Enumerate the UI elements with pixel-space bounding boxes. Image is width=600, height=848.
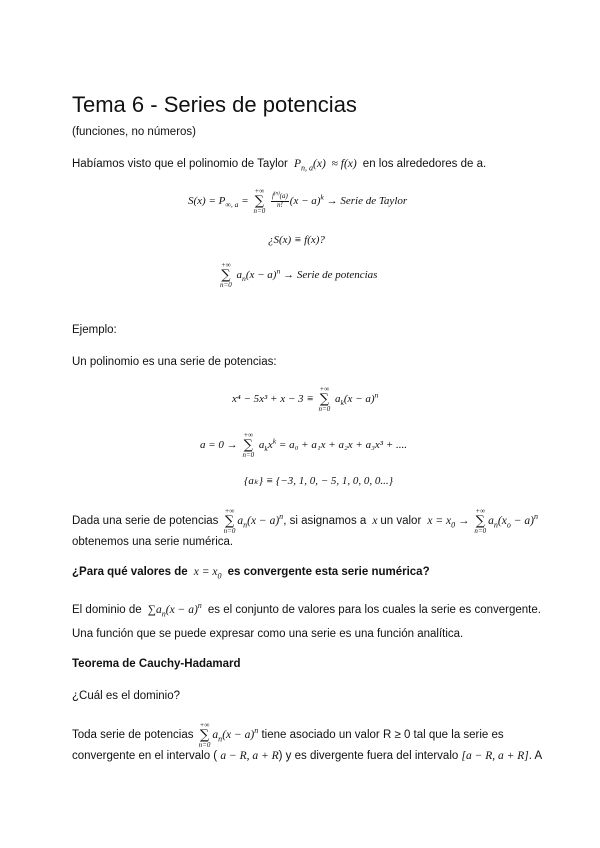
sum-symbol: +∞ ∑ n=0 <box>242 431 255 459</box>
x-variable: x <box>369 515 381 528</box>
taylor-series-label: Serie de Taylor <box>340 195 408 208</box>
toda-line-2 <box>72 750 542 762</box>
taylor-polynomial-formula: $P_{n, a}(x) \approx f(x)$ <box>291 158 360 173</box>
case-a-zero-formula: a = 0 → +∞ ∑ n=0 $a_kx^k = a_0 + a_1x + a_2x + a_3x^3$ + .... <box>200 431 408 459</box>
toda-line2-c: . A <box>528 750 543 762</box>
dada-text-3: un valor <box>380 515 422 528</box>
assignment-formula: $x = x_0$ → +∞ ∑ n=0 $a_n(x_o - a)^n$ <box>424 507 538 535</box>
theorem-heading: Teorema de Cauchy-Hadamard <box>72 658 241 670</box>
sum-symbol: +∞ ∑ n=0 <box>253 187 266 215</box>
closed-interval: [a − R, a + R] <box>461 750 529 762</box>
toda-text-3: R ≥ 0 tal que la serie es <box>382 729 504 742</box>
question-before: ¿Para qué valores de <box>72 566 188 578</box>
taylor-series-formula: $S(x) = P_{\infty, a}$ = +∞ ∑ n=0 $\frac{f^{(n)}(a)}{n!}$ $(x - a)^k$ → Serie de Taylor <box>188 187 408 215</box>
toda-text-1: Toda serie de potencias <box>72 729 194 742</box>
dominio-formula: $\sum a_n(x - a)^n$ <box>144 601 202 619</box>
dominio-paragraph <box>72 601 541 619</box>
toda-line2-b: ) y es divergente fuera del intervalo <box>278 750 459 762</box>
sum-symbol: +∞ ∑ n=0 <box>223 507 236 535</box>
sum-symbol: +∞ ∑ n=0 <box>474 507 487 535</box>
dada-text-2: , si asignamos a <box>283 515 367 528</box>
polynomial-lhs: x⁴ − 5x³ + x − 3 ≡ <box>232 393 314 406</box>
convergence-question <box>72 566 430 581</box>
question-after: es convergente esta serie numérica? <box>227 566 430 578</box>
polynomial-sentence: Un polinomio es una serie de potencias: <box>72 356 277 368</box>
dada-text-1: Dada una serie de potencias <box>72 515 219 528</box>
dada-series-formula: +∞ ∑ n=0 $a_n(x - a)^n$ <box>223 507 284 535</box>
dominio-before: El dominio de <box>72 604 142 616</box>
toda-paragraph <box>72 722 504 749</box>
intro-text-before: Habíamos visto que el polinomio de Taylor <box>72 158 288 170</box>
page-title: Tema 6 - Series de potencias <box>72 92 357 117</box>
toda-line2-a: convergente en el intervalo ( <box>72 750 218 762</box>
dada-line-2: obtenemos una serie numérica. <box>72 536 234 548</box>
toda-series-formula: +∞ ∑ n=0 $a_n(x - a)^n$ <box>198 721 259 749</box>
dada-paragraph <box>72 508 538 535</box>
dominio-after: es el conjunto de valores para los cuales la serie es convergente. <box>207 604 541 616</box>
sum-symbol: +∞ ∑ n=0 <box>220 261 232 289</box>
subtitle: (funciones, no números) <box>72 126 197 138</box>
power-series-formula: +∞ ∑ n=0 $a_n(x - a)^n$ → Serie de potencias <box>220 261 378 289</box>
sum-symbol: +∞ ∑ n=0 <box>198 721 211 749</box>
intro-paragraph <box>72 158 487 173</box>
analitica-sentence: Una función que se puede expresar como una serie es una función analítica. <box>72 628 464 640</box>
polynomial-formula: x⁴ − 5x³ + x − 3 ≡ +∞ ∑ n=0 $a_k(x - a)^n$ <box>232 385 379 413</box>
equivalence-question: ¿S(x) ≡ f(x)? <box>268 234 325 246</box>
case-lhs: a = 0 → <box>200 439 238 452</box>
coefficient-set: {aₖ} ≡ {−3, 1, 0, − 5, 1, 0, 0, 0...} <box>244 475 394 487</box>
open-interval: a − R, a + R <box>220 750 279 762</box>
toda-text-2: tiene asociado un valor <box>261 729 380 742</box>
power-series-label: Serie de potencias <box>296 269 378 282</box>
domain-question: ¿Cuál es el dominio? <box>72 690 181 702</box>
example-label: Ejemplo: <box>72 324 117 336</box>
intro-text-after: en los alrededores de a. <box>362 158 487 170</box>
case-rhs: = a₀ + a₁x + a₂x + a₃x³ + .... <box>278 439 408 452</box>
sum-symbol: +∞ ∑ n=0 <box>318 385 331 413</box>
x-equals-x0: $x = x_0$ <box>190 566 222 581</box>
